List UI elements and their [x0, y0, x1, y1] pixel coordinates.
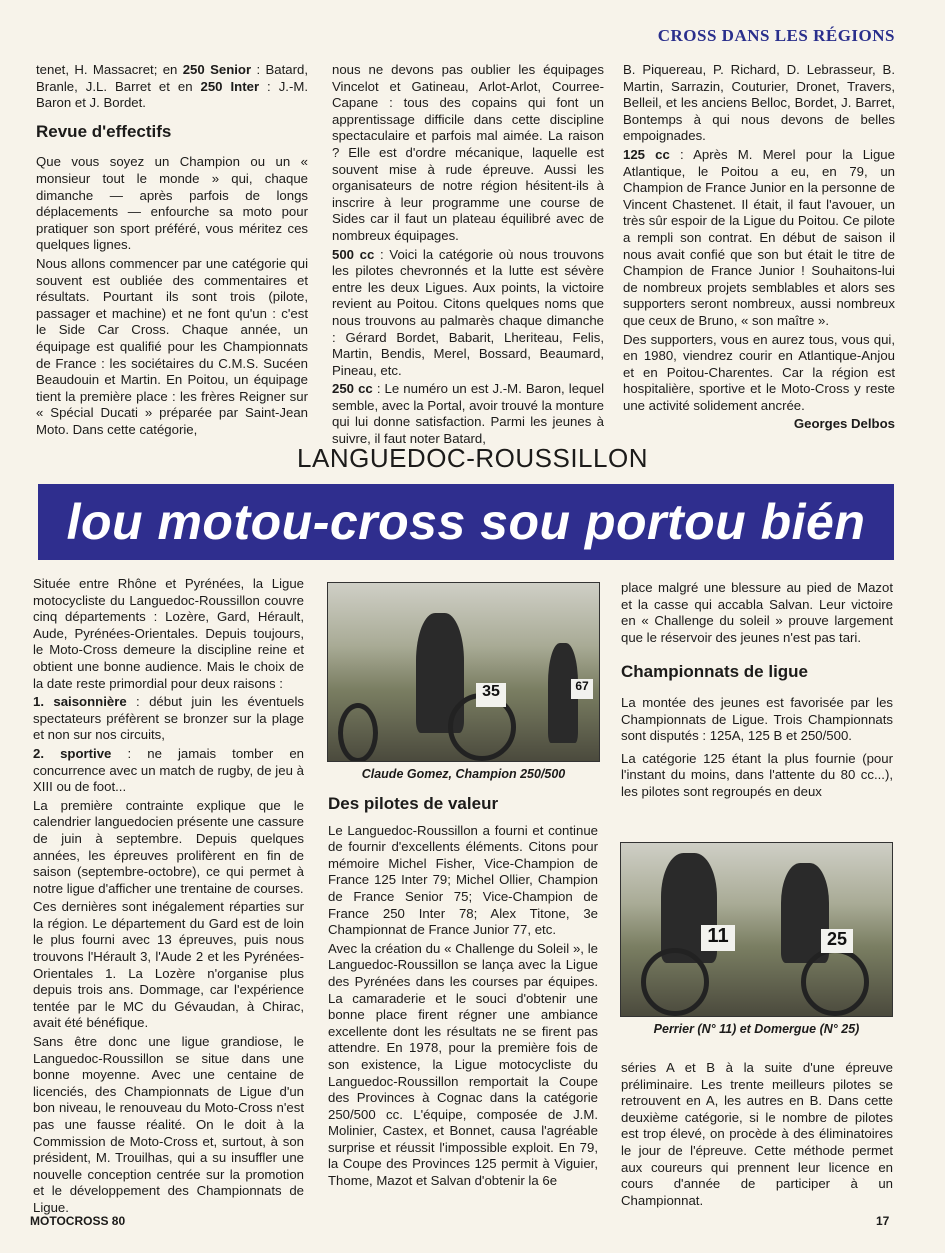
paragraph: Sans être donc une ligue grandiose, le Languedoc-Roussillon se situe dans une bonne moyenne. Avec une centaine de licenciés, des Championnats de Ligue d'un bon niveau, le renouveau du Moto-Cross n'est pas une fausse réalité. On le doit à la Commission de Moto-Cross et, surtout, à son président, M. Trouilhas, qui a su insuffler une nouvelle conception centrée sur la promotion et le développement des Championnats de Ligue.: [33, 1034, 304, 1215]
title-banner: [38, 484, 894, 560]
number-plate: 67: [571, 679, 593, 699]
paragraph: 125 cc : Après M. Merel pour la Ligue Atlantique, le Poitou a eu, en 79, un Champion de France Junior en la personne de Vincent Chastenet. Il était, il faut l'avouer, un très sûr espoir de la Ligue du Poitou. Ce pilote a rempli son contrat. En début de saison il nous avait confié que son but était le titre de Champion de France Junior ! Souhaitons-lui de nombreux projets semblables et alors ses supporters seront nombreux, aussi nombreux que ceux de Bruno, « son maître ».: [623, 146, 895, 328]
article-column-3-continued: [621, 1060, 893, 1211]
paragraph: B. Piquereau, P. Richard, D. Lebrasseur, B. Martin, Sarrazin, Couturier, Dronet, Travers, Belleil, et les anciens Belloc, Bordet, J. Barret, Bontemps à qui nous devons de belles empoignades.: [623, 62, 895, 144]
paragraph: 250 cc : Le numéro un est J.-M. Baron, lequel semble, avec la Portal, avoir trouvé la monture qui lui donne satisfaction. Parmi les jeunes à suivre, il faut noter Batard,: [332, 381, 604, 447]
author-signature: Georges Delbos: [793, 416, 895, 432]
paragraph: Nous allons commencer par une catégorie qui souvent est oubliée des commentaires et résultats. Pourtant ils sont trois (pilote, passager et machine) et ne font qu'un : c'est le Side Car Cross. Chaque année, un équipage est qualifié pour les Championnats de France : les sociétaires du C.M.S. Sucéen Beaudouin et Martin. En Poitou, un équipage tient la première place : les frères Reigner sur « Spécial Ducati » préparée par Saint-Jean Moto. Dans cette catégorie,: [36, 255, 308, 437]
intro-paragraph: tenet, H. Massacret; en 250 Senior : Batard, Branle, J.L. Barret et en 250 Inter : J.-M. Baron et J. Bordet.: [36, 62, 308, 111]
photo-caption: Claude Gomez, Champion 250/500: [361, 767, 566, 781]
top-column-2: [332, 62, 604, 450]
page-number: 17: [876, 1214, 890, 1228]
paragraph: 2. sportive : ne jamais tomber en concurrence avec un match de rugby, de jeu à XIII ou de foot...: [33, 745, 304, 795]
paragraph: 1. saisonnière : début juin les éventuels spectateurs préfèrent se bronzer sur la plage et non sur nos circuits,: [33, 694, 304, 743]
paragraph: place malgré une blessure au pied de Mazot et la casse qui accabla Salvan. Leur victoire en « Challenge du soleil » prouve largement que le réservoir des jeunes n'est pas tari.: [621, 580, 893, 645]
wheel-shape: [641, 948, 709, 1016]
magazine-name: MOTOCROSS 80: [30, 1214, 126, 1228]
paragraph: Des supporters, vous en aurez tous, vous qui, en 1980, viendrez courir en Atlantique-Anjou et en Poitou-Charentes. Car la région est hospitalière, sportive et le Moto-Cross y reste une activité solidement ancrée.: [623, 331, 895, 413]
paragraph: La montée des jeunes est favorisée par les Championnats de Ligue. Trois Championnats sont disputés : 125A, 125 B et 250/500.: [621, 694, 893, 744]
paragraph: Ces dernières sont inégalement réparties sur la région. Le département du Gard est de loin le plus fourni avec 13 épreuves, puis nous trouvons l'Hérault 3, l'Aude 2 et les Pyrénées-Orientales 1. La Lozère n'organise plus depuis trois ans. Dommage, car l'expérience tentée par le MC du Gévaudan, à Chirac, avait été bénéfique.: [33, 899, 304, 1031]
paragraph: La catégorie 125 étant la plus fournie (pour l'instant du moins, dans l'attente du 80 cc...), les pilotes sont regroupés en deux: [621, 750, 893, 799]
photo-caption: Perrier (N° 11) et Domergue (N° 25): [653, 1022, 860, 1036]
number-plate: 25: [821, 929, 853, 953]
section-header: CROSS DANS LES RÉGIONS: [657, 26, 895, 45]
article-column-2: [328, 790, 598, 1192]
paragraph: Située entre Rhône et Pyrénées, la Ligue motocycliste du Languedoc-Roussillon couvre cinq départements : Lozère, Gard, Hérault, Aude, Pyrénées-Orientales. Depuis toujours, le Moto-Cross demeure la discipline reine et obtient une bonne audience. Mais le choix de la date reste primordial pour deux raisons :: [33, 576, 304, 691]
paragraph: nous ne devons pas oublier les équipages Vincelot et Gatineau, Arlot-Arlot, Courree-Capane : tous des copains qui font un apprentissage difficile dans cette discipline spectaculaire et parfois mal aimée. La raison ? Elle est d'ordre mécanique, laquelle est souvent mise à rude épreuve. Aussi les organisateurs de notre région hésitent-ils à inscrire à leur programme une course de Sides car il faut un plateau équilibré avec de nombreux équipages.: [332, 62, 604, 243]
article-column-1: [33, 576, 304, 1219]
paragraph: 500 cc : Voici la catégorie où nous trouvons les pilotes chevronnés et la lutte est sévère entre les deux Ligues. Aux points, la victoire revient au Poitou. Citons quelques noms que nous trouvons au palmarès chaque dimanche : Gérard Bordet, Babarit, Lheriteau, Felis, Martin, Bendis, Merel, Bossard, Beaumard, Pineau, etc.: [332, 246, 604, 378]
number-plate: 35: [476, 683, 506, 707]
paragraph: séries A et B à la suite d'une épreuve préliminaire. Les trente meilleurs pilotes se retrouvent en A, les autres en B. Dans cette deuxième catégorie, si le nombre de pilotes est trop élevé, on procède à des éliminatoires le jour de l'épreuve. Cette méthode permet aux coureurs qui prennent leur licence en cours d'année de participer à un Championnat.: [621, 1060, 893, 1208]
number-plate: 11: [701, 925, 735, 951]
paragraph: La première contrainte explique que le calendrier languedocien présente une cassure de juin à septembre. Depuis quelques années, les épreuves prolifèrent en fin de saison (septembre-octobre), ce qui permet à notre ligue d'afficher une trentaine de courses.: [33, 797, 304, 896]
wheel-shape: [338, 703, 378, 762]
paragraph: Que vous soyez un Champion ou un « monsieur tout le monde » qui, chaque dimanche — après parfois de longs déplacements — enfourche sa moto pour pratiquer son sport préféré, vous méritez ces quelques lignes.: [36, 154, 308, 253]
top-column-1: [36, 62, 308, 440]
subheading-championnats: Championnats de ligue: [621, 662, 809, 682]
article-headline: lou motou-cross sou portou bién: [66, 494, 866, 550]
paragraph: Avec la création du « Challenge du Soleil », le Languedoc-Roussillon se lança avec la Ligue des Pyrénées dans les courses par équipes. La camaraderie et le souci d'obtenir une bonne place firent régner une ambiance excellente dont les résultats ne se firent pas attendre. En 1978, pour la première fois de son existence, la Ligue motocycliste du Languedoc-Roussillon remportait la Coupe des Provinces à Cognac dans la catégorie 250/500 cc. L'équipe, composée de J.M. Molinier, Castex, et Bonnet, causa l'agréable surprise et réussit l'impossible exploit. En 79, la Coupe des Provinces 125 permit à Viguier, Thome, Mazot et Salvan d'obtenir la 6e: [328, 940, 598, 1189]
article-column-3: [621, 580, 893, 803]
wheel-shape: [801, 948, 869, 1016]
top-column-3: [623, 62, 895, 433]
subheading-pilotes: Des pilotes de valeur: [328, 794, 499, 813]
photo-claude-gomez: [327, 582, 600, 762]
region-title: LANGUEDOC-ROUSSILLON: [297, 443, 648, 473]
subheading-revue: Revue d'effectifs: [36, 121, 172, 141]
photo-perrier-domergue: [620, 842, 893, 1017]
paragraph: Le Languedoc-Roussillon a fourni et continue de fournir d'excellents éléments. Citons pour mémoire Michel Fisher, Vice-Champion de France 125 Inter 79; Michel Ollier, Champion de France Senior 75; Vice-Champion de France 250 Inter 78; Alex Titone, 3e Championnat de France Junior 77, etc.: [328, 822, 598, 938]
